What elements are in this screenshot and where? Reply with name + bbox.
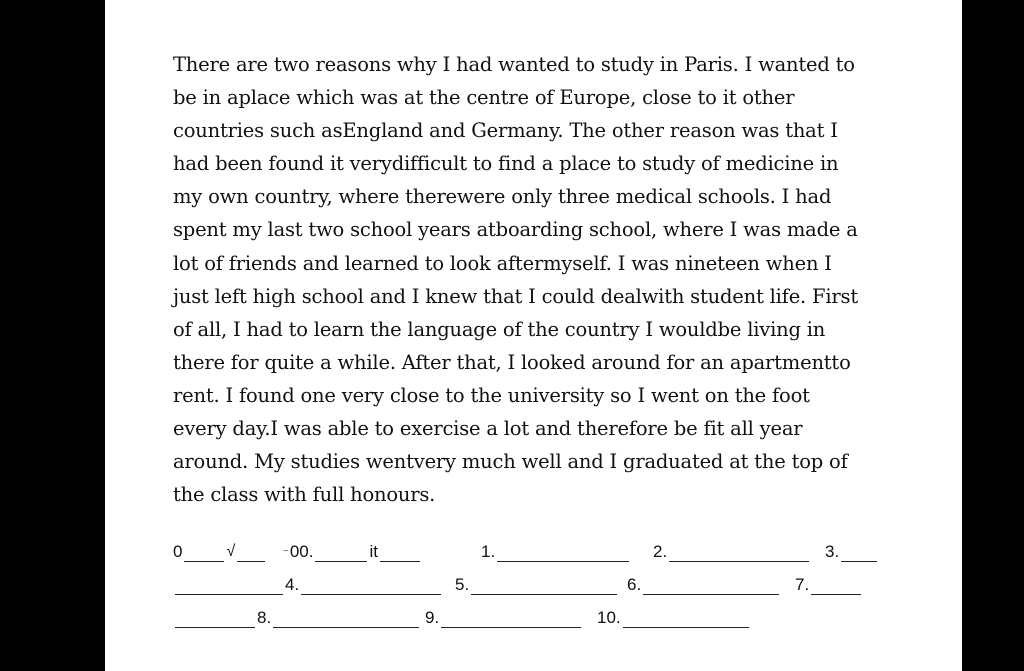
answer-blank-8[interactable] [273,609,419,628]
passage-line: had been found it verydifficult to find a place to study of medicine in [173,152,839,176]
answer-label-00: 00. [289,542,314,561]
passage-line: there for quite a while. After that, I looked around for an apartmentto [173,350,851,374]
answer-label-4: 4. [285,575,300,594]
answer-label-3: 3. [825,542,840,561]
correction-mark: ~ [283,546,289,557]
answer-blank-spacer [184,543,224,562]
passage-line: There are two reasons why I had wanted to study in Paris. I wanted to [173,53,855,76]
answer-item-6 [627,575,781,595]
passage-line: countries such asEngland and Germany. The other reason was that I [173,119,838,143]
answer-item-2 [653,542,811,562]
passage-line: of all, I had to learn the language of the country I wouldbe living in [173,317,826,341]
answer-label-0: 0 [173,542,183,561]
answer-value-00: it [369,542,378,561]
answer-blank-4[interactable] [301,576,441,595]
answer-sheet [173,535,893,634]
passage-line: the class with full honours. [173,483,436,507]
answer-label-10: 10. [597,608,621,627]
answer-label-7: 7. [795,575,810,594]
answer-label-1: 1. [481,542,496,561]
passage-line: rent. I found one very close to the university so I went on the foot [173,383,810,407]
answer-label-2: 2. [653,542,668,561]
answer-blank-7-cont[interactable] [175,609,255,628]
answer-item-0 [173,542,267,562]
answer-blank-3-cont[interactable] [175,576,283,595]
answer-item-9 [425,608,583,628]
answer-item-4 [173,575,443,595]
passage-line: every day.I was able to exercise a lot and therefore be fit all year [173,417,803,441]
answer-item-7 [795,575,863,595]
passage-line: just left high school and I knew that I could dealwith student life. First [173,284,858,308]
answer-blank-2[interactable] [669,543,809,562]
answer-blank-0[interactable] [237,543,265,562]
answer-row-3 [173,601,893,634]
answer-blank-9[interactable] [441,609,581,628]
document-page [105,0,962,671]
passage-line: spent my last two school years atboarding school, where I was made a [173,218,858,242]
answer-row-2 [173,568,893,601]
answer-blank-6[interactable] [643,576,779,595]
answer-item-5 [455,575,619,595]
answer-blank-3[interactable] [841,543,877,562]
answer-label-6: 6. [627,575,642,594]
answer-label-9: 9. [425,608,440,627]
passage-line: my own country, where therewere only three medical schools. I had [173,185,832,209]
answer-row-1 [173,535,893,568]
passage-text [173,48,893,511]
answer-item-3 [825,542,879,562]
answer-label-8: 8. [257,608,272,627]
answer-item-10 [597,608,751,628]
passage-line: lot of friends and learned to look aftermyself. I was nineteen when I [173,251,832,275]
answer-blank-00[interactable] [380,543,420,562]
answer-blank-10[interactable] [623,609,749,628]
answer-label-5: 5. [455,575,470,594]
answer-blank-7[interactable] [811,576,861,595]
answer-blank-5[interactable] [471,576,617,595]
answer-item-00 [283,542,422,562]
answer-item-1 [481,542,631,562]
checkmark-icon: √ [226,543,236,560]
answer-blank-1[interactable] [497,543,629,562]
answer-blank-spacer [315,543,367,562]
passage-line: around. My studies wentvery much well and I graduated at the top of [173,450,848,474]
answer-item-8 [173,608,421,628]
passage-line: be in aplace which was at the centre of Europe, close to it other [173,86,795,110]
